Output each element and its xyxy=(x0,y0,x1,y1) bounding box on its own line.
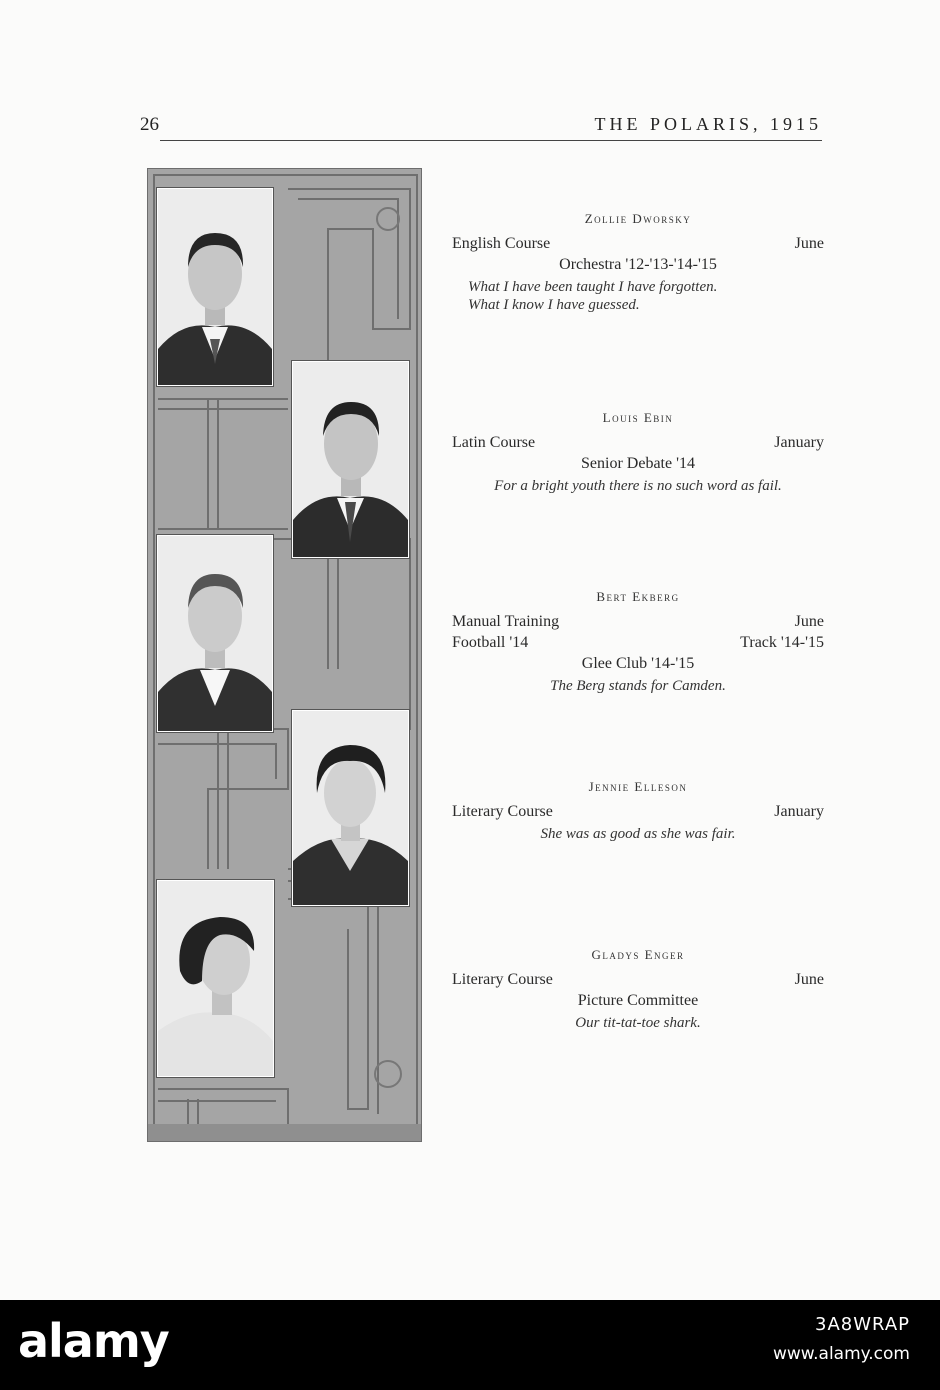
activity-right: Track '14-'15 xyxy=(740,634,824,651)
course-row xyxy=(452,801,824,822)
header-rule xyxy=(160,140,822,141)
activity-row xyxy=(452,632,824,653)
entry-jennie-elleson xyxy=(452,776,824,843)
watermark-footer xyxy=(0,1300,940,1390)
student-name: Zollie Dworsky xyxy=(584,211,692,226)
portrait-bert-ekberg xyxy=(157,535,273,732)
image-id: 3A8WRAP xyxy=(815,1314,910,1335)
girl-profile-portrait-illustration xyxy=(158,881,273,1076)
quote-line: Our tit-tat-toe shark. xyxy=(575,1015,701,1031)
brand-logo: alamy xyxy=(18,1314,169,1368)
graduation-term: January xyxy=(774,803,824,820)
course-row xyxy=(452,432,824,453)
quote-line: The Berg stands for Camden. xyxy=(550,678,726,694)
student-name: Jennie Elleson xyxy=(588,779,688,794)
graduation-term: January xyxy=(774,434,824,451)
course: Latin Course xyxy=(452,434,536,451)
course: English Course xyxy=(452,235,551,252)
course-row xyxy=(452,969,824,990)
portrait-panel xyxy=(147,168,422,1142)
portrait-jennie-elleson xyxy=(292,710,409,906)
entry-bert-ekberg xyxy=(452,586,824,695)
course: Manual Training xyxy=(452,613,560,630)
boy-portrait-illustration xyxy=(158,536,272,731)
portrait-louis-ebin xyxy=(292,361,409,558)
boy-portrait-illustration xyxy=(158,189,272,385)
course-row xyxy=(452,233,824,254)
activity: Senior Debate '14 xyxy=(581,455,695,472)
quote-line: For a bright youth there is no such word as fail. xyxy=(494,478,782,494)
page-header xyxy=(140,114,822,142)
course: Literary Course xyxy=(452,803,553,820)
activity: Orchestra '12-'13-'14-'15 xyxy=(559,256,717,273)
graduation-term: June xyxy=(794,235,824,252)
quote-line: What I have been taught I have forgotten. xyxy=(468,279,718,295)
portrait-zollie-dworsky xyxy=(157,188,273,386)
running-title: THE POLARIS, 1915 xyxy=(594,114,822,134)
entry-gladys-enger xyxy=(452,944,824,1032)
portrait-gladys-enger xyxy=(157,880,274,1077)
quote-line: She was as good as she was fair. xyxy=(540,826,736,842)
girl-portrait-illustration xyxy=(293,711,408,905)
course-row xyxy=(452,611,824,632)
entry-louis-ebin xyxy=(452,407,824,495)
activity-left: Football '14 xyxy=(452,634,529,651)
page-number: 26 xyxy=(140,114,159,135)
graduation-term: June xyxy=(794,971,824,988)
student-name: Louis Ebin xyxy=(602,410,674,425)
graduation-term: June xyxy=(794,613,824,630)
entry-zollie-dworsky xyxy=(452,208,824,314)
activity: Glee Club '14-'15 xyxy=(581,655,695,672)
student-name: Bert Ekberg xyxy=(596,589,680,604)
boy-portrait-illustration xyxy=(293,362,408,557)
activity: Picture Committee xyxy=(577,992,699,1009)
quote-line: What I know I have guessed. xyxy=(468,297,640,313)
site-url: www.alamy.com xyxy=(772,1344,910,1364)
student-name: Gladys Enger xyxy=(591,947,685,962)
course: Literary Course xyxy=(452,971,553,988)
